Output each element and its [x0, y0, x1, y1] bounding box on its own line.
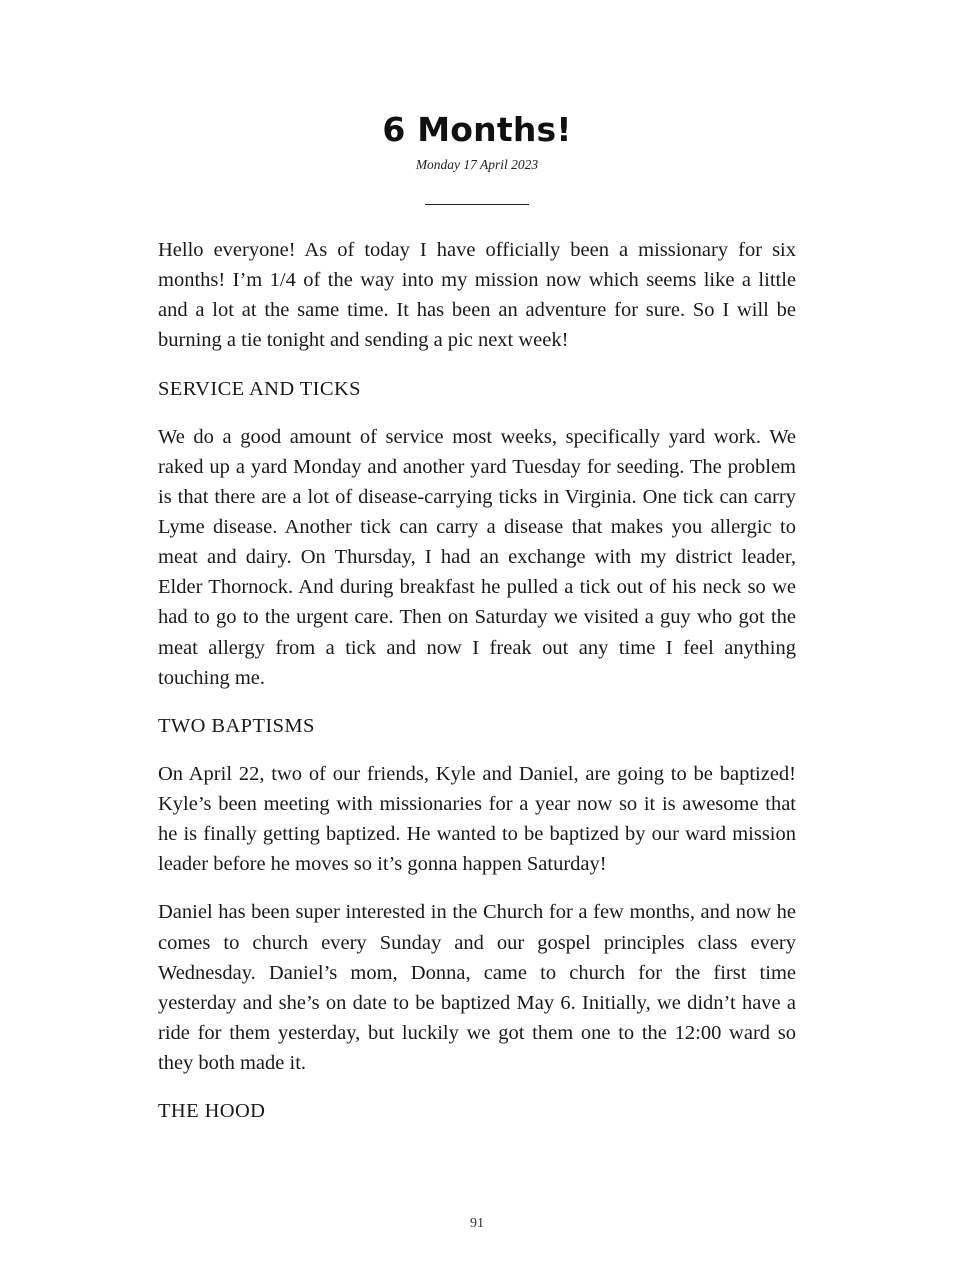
body-paragraph: Daniel has been super interested in the Church for a few months, and now he comes to church every Sunday and our gospel principles class every Wednesday. Daniel’s mom, Donna, came to church for the first time yesterday and she’s on date to be baptized May 6. Initially, we didn’t have a ride for them yesterday, but luckily we got them one to the 12:00 ward so they both made it.	[158, 901, 796, 1074]
divider-line	[425, 204, 529, 205]
section-heading: SERVICE AND TICKS	[158, 377, 361, 400]
body-paragraph: We do a good amount of service most weeks, specifically yard work. We raked up a yard Monday and another yard Tuesday for seeding. The problem is that there are a lot of disease-carrying ticks in Virginia. One tick can carry Lyme disease. Another tick can carry a disease that makes you allergic to meat and dairy. On Thursday, I had an exchange with my district leader, Elder Thornock. And during breakfast he pulled a tick out of his neck so we had to go to the urgent care. Then on Saturday we visited a guy who got the meat allergy from a tick and now I freak out any time I feel anything touching me.	[158, 425, 796, 689]
body-paragraph: Hello everyone! As of today I have officially been a missionary for six months! I’m 1/4 of the way into my mission now which seems like a little and a lot at the same time. It has been an adventure for sure. So I will be burning a tie tonight and sending a pic next week!	[158, 239, 796, 352]
section-heading: TWO BAPTISMS	[158, 714, 315, 737]
document-body	[158, 235, 796, 1126]
page-title: 6 Months!	[382, 110, 572, 149]
title-divider	[158, 195, 796, 213]
entry-date: Monday 17 April 2023	[415, 157, 539, 172]
page-number: 91	[470, 1216, 484, 1231]
section-heading: THE HOOD	[158, 1100, 266, 1123]
body-paragraph: On April 22, two of our friends, Kyle and Daniel, are going to be baptized! Kyle’s been meeting with missionaries for a year now so it is awesome that he is finally getting baptized. He wanted to be baptized by our ward mission leader before he moves so it’s gonna happen Saturday!	[158, 762, 796, 876]
